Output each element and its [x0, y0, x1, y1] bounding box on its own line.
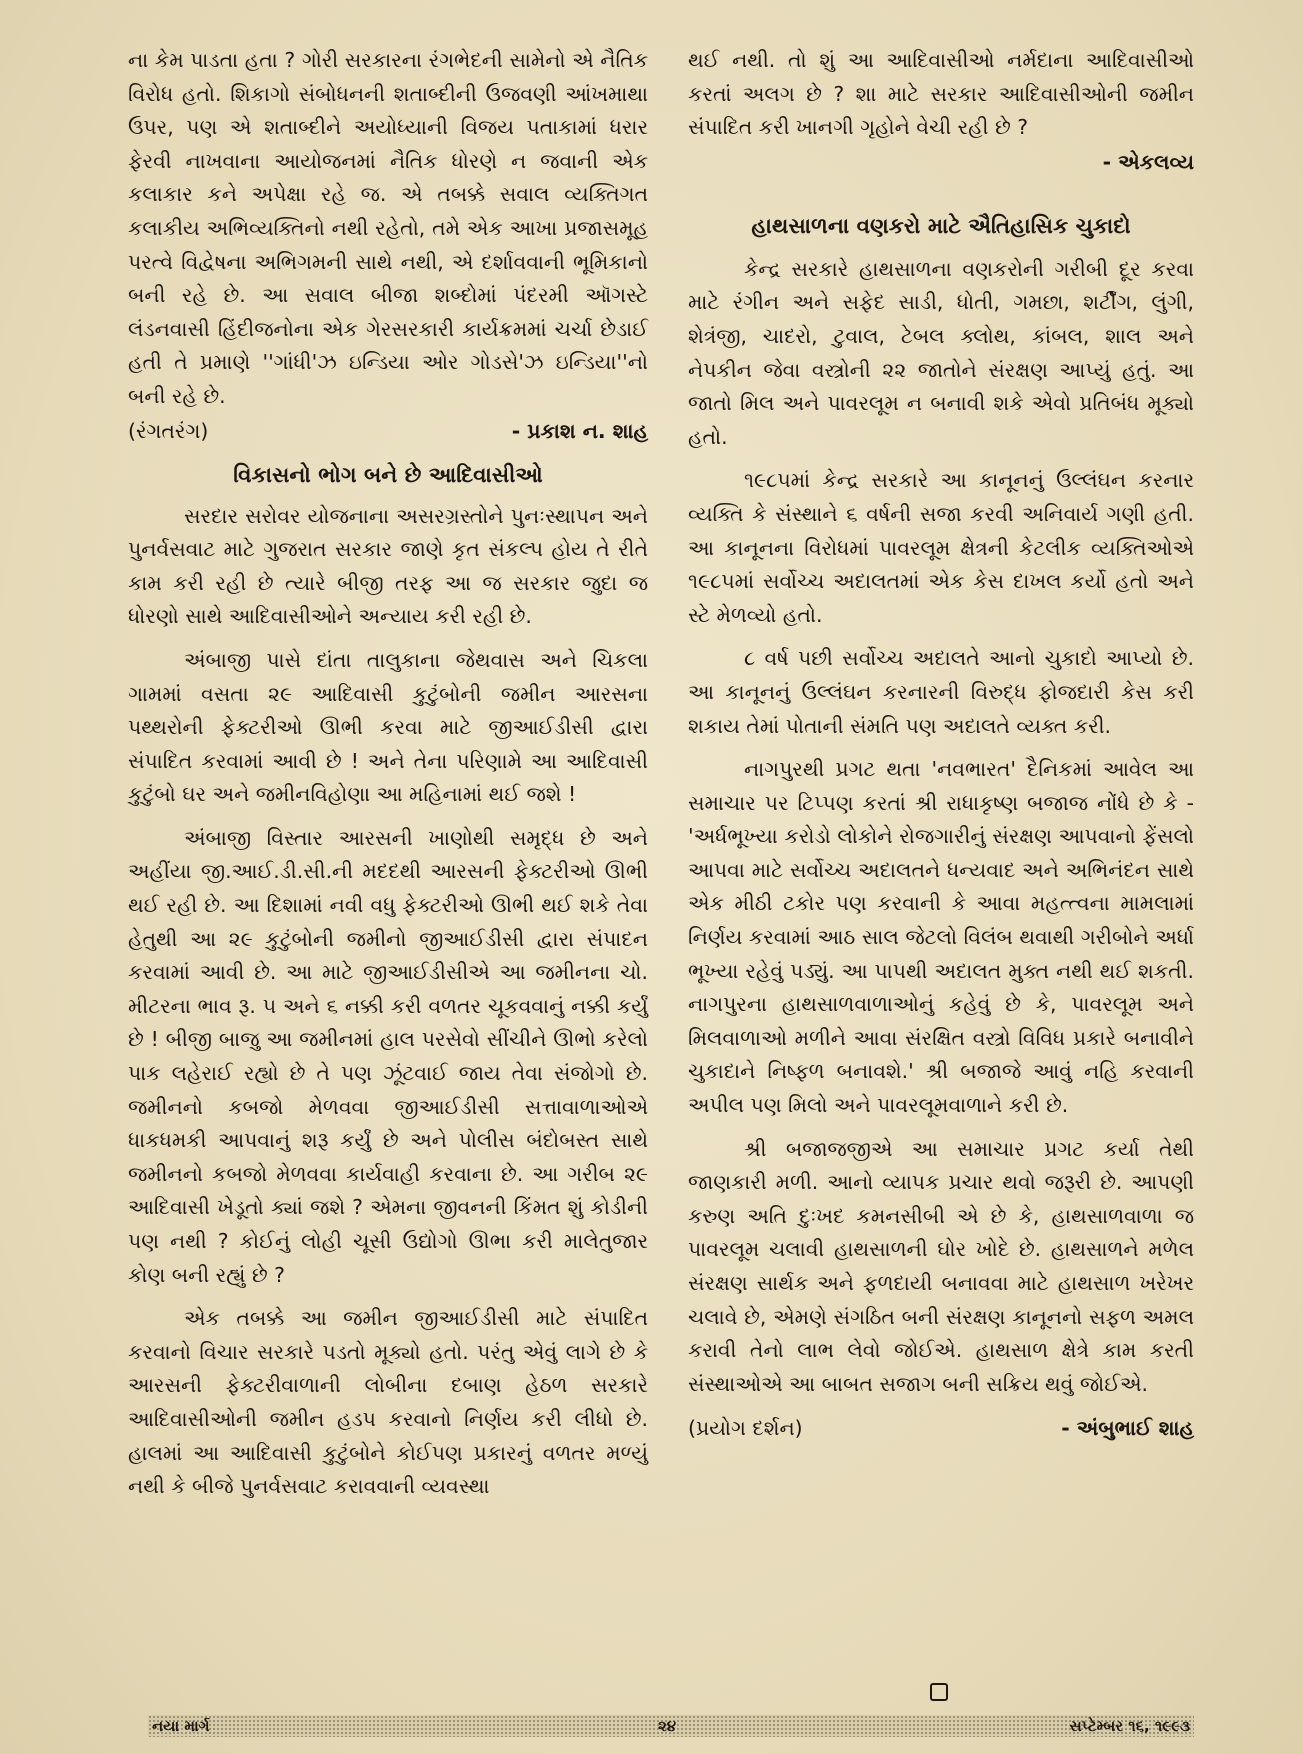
- left-column: [128, 44, 648, 1504]
- spacer: [688, 1123, 1194, 1133]
- footer-publication-name: નયા માર્ગ: [152, 1717, 210, 1735]
- spacer: [688, 743, 1194, 753]
- spacer: [128, 448, 648, 458]
- article-2-signature-row: [688, 145, 1194, 179]
- article-2-author: - એકલવ્ય: [1102, 149, 1194, 174]
- footer-page-number: ૨૪: [658, 1717, 677, 1735]
- spacer: [688, 1401, 1194, 1411]
- footer-issue-date: સપ્ટેમ્બર ૧૬, ૧૯૯૩: [1069, 1717, 1190, 1735]
- article-3-source: (પ્રયોગ દર્શન): [688, 1416, 803, 1441]
- article-3-paragraph: ૧૯૮૫માં કેન્દ્ર સરકારે આ કાનૂનનું ઉલ્લંઘન કરનાર વ્યક્તિ કે સંસ્થાને ૬ વર્ષની સજા કરવી અનિવાર્ય ગણી હતી. આ કાનૂનના વિરોધમાં પાવરલૂમ ક્ષેત્રની કેટલીક વ્યક્તિઓએ ૧૯૮૫માં સર્વોચ્ચ અદાલતમાં એક કેસ દાખલ કર્યો હતો અને સ્ટે મેળવ્યો હતો.: [688, 468, 1194, 627]
- article-2-paragraph: અંબાજી વિસ્તાર આરસની ખાણોથી સમૃદ્ધ છે અને અહીંયા જી.આઈ.ડી.સી.ની મદદથી આરસની ફેક્ટરીઓ ઊભી થઈ રહી છે. આ દિશામાં નવી વધુ ફેક્ટરીઓ ઊભી થઈ શકે તેવા હેતુથી આ ૨૯ કુટુંબોની જમીનો જીઆઈડીસી દ્વારા સંપાદન કરવામાં આવી છે. આ માટે જીઆઈડીસીએ આ જમીનના ચો. મીટરના ભાવ રૂ. ૫ અને ૬ નક્કી કરી વળતર ચૂકવવાનું નક્કી કર્યું છે ! બીજી બાજુ આ જમીનમાં હાલ પરસેવો સીંચીને ઊભો કરેલો પાક લહેરાઈ રહ્યો છે તે પણ ઝૂંટવાઈ જાય તેવા સંજોગો છે. જમીનનો કબજો મેળવવા જીઆઈડીસી સત્તાવાળાઓએ ધાકધમકી આપવાનું શરૂ કર્યું છે અને પોલીસ બંદોબસ્ત સાથે જમીનનો કબજો મેળવવા કાર્યવાહી કરવાના છે. આ ગરીબ ૨૯ આદિવાસી ખેડૂતો ક્યાં જશે ? એમના જીવનની કિંમત શું કોડીની પણ નથી ? કોઈનું લોહી ચૂસી ઉદ્યોગો ઊભા કરી માલેતુજાર કોણ બની રહ્યું છે ?: [128, 825, 648, 1287]
- article-2-paragraph: સરદાર સરોવર યોજનાના અસરગ્રસ્તોને પુનઃસ્થાપન અને પુનર્વસવાટ માટે ગુજરાત સરકાર જાણે કૃત સંકલ્પ હોય તે રીતે કામ કરી રહી છે ત્યારે બીજી તરફ આ જ સરકાર જુદા જ ધોરણો સાથે આદિવાસીઓને અન્યાય કરી રહી છે.: [128, 503, 648, 629]
- spacer: [128, 812, 648, 822]
- page-footer: [148, 1715, 1194, 1737]
- article-1-author: - પ્રકાશ ન. શાહ: [511, 418, 648, 443]
- article-1-closing-paragraph: ના કેમ પાડતા હતા ? ગોરી સરકારના રંગભેદની સામેનો એ નૈતિક વિરોધ હતો. શિકાગો સંબોધનની શતાબ્દીની ઉજવણી આંખમાથા ઉપર, પણ એ શતાબ્દીને અયોધ્યાની વિજય પતાકામાં ધરાર ફેરવી નાખવાના આયોજનમાં નૈતિક ધોરણે ન જવાની એક કલાકાર કને અપેક્ષા રહે જ. એ તબક્કે સવાલ વ્યક્તિગત કલાકીય અભિવ્યક્તિનો નથી રહેતો, તમે એક આખા પ્રજાસમૂહ પરત્વે વિદ્વેષના અભિગમની સાથે નથી, એ દર્શાવવાની ભૂમિકાનો બની રહે છે. આ સવાલ બીજા શબ્દોમાં પંદરમી ઑગસ્ટે લંડનવાસી હિંદીજનોના એક ગેરસરકારી કાર્યક્રમમાં ચર્ચા છેડાઈ હતી તે પ્રમાણે ''ગાંધી'ઝ ઇન્ડિયા ઓર ગોડસે'ઝ ઇન્ડિયા''નો બની રહે છે.: [128, 48, 648, 408]
- right-column: [688, 44, 1194, 1445]
- end-of-article-mark: [930, 1683, 948, 1701]
- article-3-author: - અંબુભાઈ શાહ: [1061, 1416, 1194, 1441]
- spacer: [128, 1292, 648, 1302]
- spacer: [688, 454, 1194, 464]
- article-1-source: (રંગતરંગ): [128, 418, 209, 443]
- article-2-heading: વિકાસનો ભોગ બને છે આદિવાસીઓ: [233, 462, 543, 488]
- article-3-paragraph: ૮ વર્ષ પછી સર્વોચ્ચ અદાલતે આનો ચુકાદો આપ્યો છે. આ કાનૂનનું ઉલ્લંઘન કરનારની વિરુદ્ધ ફોજદારી કેસ કરી શકાય તેમાં પોતાની સંમતિ પણ અદાલતે વ્યક્ત કરી.: [688, 646, 1194, 738]
- spacer: [128, 634, 648, 644]
- article-3-paragraph: શ્રી બજાજજીએ આ સમાચાર પ્રગટ કર્યા તેથી જાણકારી મળી. આનો વ્યાપક પ્રચાર થવો જરૂરી છે. આપણી કરુણ અતિ દુઃખદ કમનસીબી એ છે કે, હાથસાળવાળા જ પાવરલૂમ ચલાવી હાથસાળની ઘોર ખોદે છે. હાથસાળને મળેલ સંરક્ષણ સાર્થક અને ફળદાયી બનાવવા માટે હાથસાળ ખરેખર ચલાવે છે, એમણે સંગઠિત બની સંરક્ષણ કાનૂનનો સફળ અમલ કરાવી તેનો લાભ લેવો જોઈએ. હાથસાળ ક્ષેત્રે કામ કરતી સંસ્થાઓએ આ બાબત સજાગ બની સક્રિય થવું જોઈએ.: [688, 1136, 1194, 1396]
- article-2-continuation: થઈ નથી. તો શું આ આદિવાસીઓ નર્મદાના આદિવાસીઓ કરતાં અલગ છે ? શા માટે સરકાર આદિવાસીઓની જમીન સંપાદિત કરી ખાનગી ગૃહોને વેચી રહી છે ?: [688, 48, 1194, 140]
- article-3-paragraph: કેન્દ્ર સરકારે હાથસાળના વણકરોની ગરીબી દૂર કરવા માટે રંગીન અને સફેદ સાડી, ધોતી, ગમછા, શર્ટીંગ, લુંગી, શેત્રંજી, ચાદરો, ટુવાલ, ટેબલ ક્લોથ, કાંબલ, શાલ અને નેપકીન જેવા વસ્ત્રોની ૨૨ જાતોને સંરક્ષણ આપ્યું હતું. આ જાતો મિલ અને પાવરલૂમ ન બનાવી શકે એવો પ્રતિબંધ મૂક્યો હતો.: [688, 256, 1194, 449]
- article-3-signature-row: [688, 1411, 1194, 1445]
- spacer: [688, 632, 1194, 642]
- article-1-signature-row: [128, 414, 648, 448]
- spacer: [688, 245, 1194, 253]
- article-3-paragraph: નાગપુરથી પ્રગટ થતા 'નવભારત' દૈનિકમાં આવેલ આ સમાચાર પર ટિપ્પણ કરતાં શ્રી રાધાકૃષ્ણ બજાજ નોંધે છે કે - 'અર્ધભૂખ્યા કરોડો લોકોને રોજગારીનું સંરક્ષણ આપવાનો ફેંસલો આપવા માટે સર્વોચ્ચ અદાલતને ધન્યવાદ અને અભિનંદન સાથે એક મીઠી ટકોર પણ કરવાની કે આવા મહત્ત્વના મામલામાં નિર્ણય કરવામાં આઠ સાલ જેટલો વિલંબ થવાથી ગરીબોને અર્ધા ભૂખ્યા રહેવું પડ્યું. આ પાપથી અદાલત મુક્ત નથી થઈ શકતી. નાગપુરના હાથસાળવાળાઓનું કહેવું છે કે, પાવરલૂમ અને મિલવાળાઓ મળીને આવા સંરક્ષિત વસ્ત્રો વિવિધ પ્રકારે બનાવીને ચુકાદાને નિષ્ફળ બનાવશે.' શ્રી બજાજે આવું નહિ કરવાની અપીલ પણ મિલો અને પાવરલૂમવાળાને કરી છે.: [688, 757, 1194, 1118]
- article-2-paragraph: એક તબક્કે આ જમીન જીઆઈડીસી માટે સંપાદિત કરવાનો વિચાર સરકારે પડતો મૂક્યો હતો. પરંતુ એવું લાગે છે કે આરસની ફેક્ટરીવાળાની લોબીના દબાણ હેઠળ સરકારે આદિવાસીઓની જમીન હડપ કરવાનો નિર્ણય કરી લીધો છે. હાલમાં આ આદિવાસી કુટુંબોને કોઈપણ પ્રકારનું વળતર મળ્યું નથી કે બીજે પુનર્વસવાટ કરાવવાની વ્યવસ્થા: [128, 1306, 648, 1499]
- article-3-heading: હાથસાળના વણકરો માટે ઐતિહાસિક ચુકાદો: [751, 213, 1131, 239]
- spacer: [688, 179, 1194, 209]
- article-2-paragraph: અંબાજી પાસે દાંતા તાલુકાના જેથવાસ અને ચિકલા ગામમાં વસતા ૨૯ આદિવાસી કુટુંબોની જમીન આરસના પથ્થરોની ફેક્ટરીઓ ઊભી કરવા માટે જીઆઈડીસી દ્વારા સંપાદિત કરવામાં આવી છે ! અને તેના પરિણામે આ આદિવાસી કુટુંબો ઘર અને જમીનવિહોણા આ મહિનામાં થઈ જશે !: [128, 647, 648, 807]
